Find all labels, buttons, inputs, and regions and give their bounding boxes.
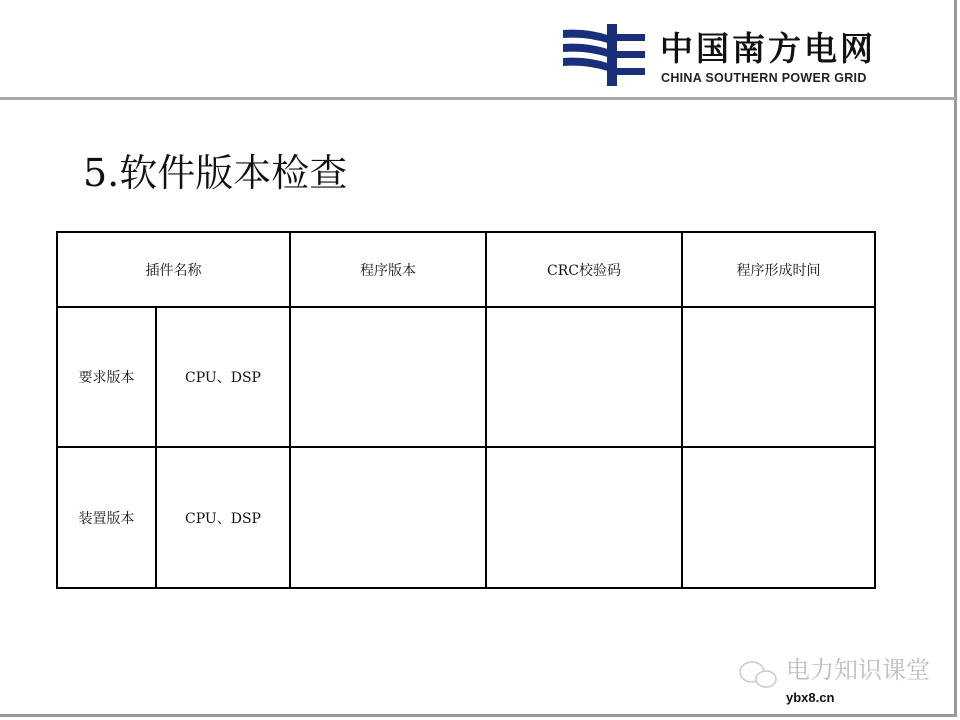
row-plugin: CPU、DSP <box>156 447 290 588</box>
csg-logo-icon <box>563 24 645 86</box>
slide-title: 5.软件版本检查 <box>83 151 348 195</box>
logo-english-name: CHINA SOUTHERN POWER GRID <box>661 71 867 85</box>
watermark-name: 电力知识课堂 <box>786 656 930 684</box>
cell-version[interactable] <box>290 307 486 447</box>
header-plugin-name: 插件名称 <box>57 232 290 307</box>
header-build-time: 程序形成时间 <box>682 232 875 307</box>
header-crc: CRC校验码 <box>486 232 682 307</box>
cell-crc[interactable] <box>486 447 682 588</box>
cell-version[interactable] <box>290 447 486 588</box>
cell-time[interactable] <box>682 447 875 588</box>
watermark-url: ybx8.cn <box>786 690 835 705</box>
row-plugin: CPU、DSP <box>156 307 290 447</box>
logo-chinese-name: 中国南方电网 <box>660 29 876 68</box>
row-label: 装置版本 <box>57 447 156 588</box>
cell-time[interactable] <box>682 307 875 447</box>
row-label: 要求版本 <box>57 307 156 447</box>
software-version-table <box>56 231 876 589</box>
table-row <box>57 307 875 447</box>
cell-crc[interactable] <box>486 307 682 447</box>
table-header-row <box>57 232 875 307</box>
table-row <box>57 447 875 588</box>
header-program-version: 程序版本 <box>290 232 486 307</box>
header-divider <box>0 97 956 100</box>
